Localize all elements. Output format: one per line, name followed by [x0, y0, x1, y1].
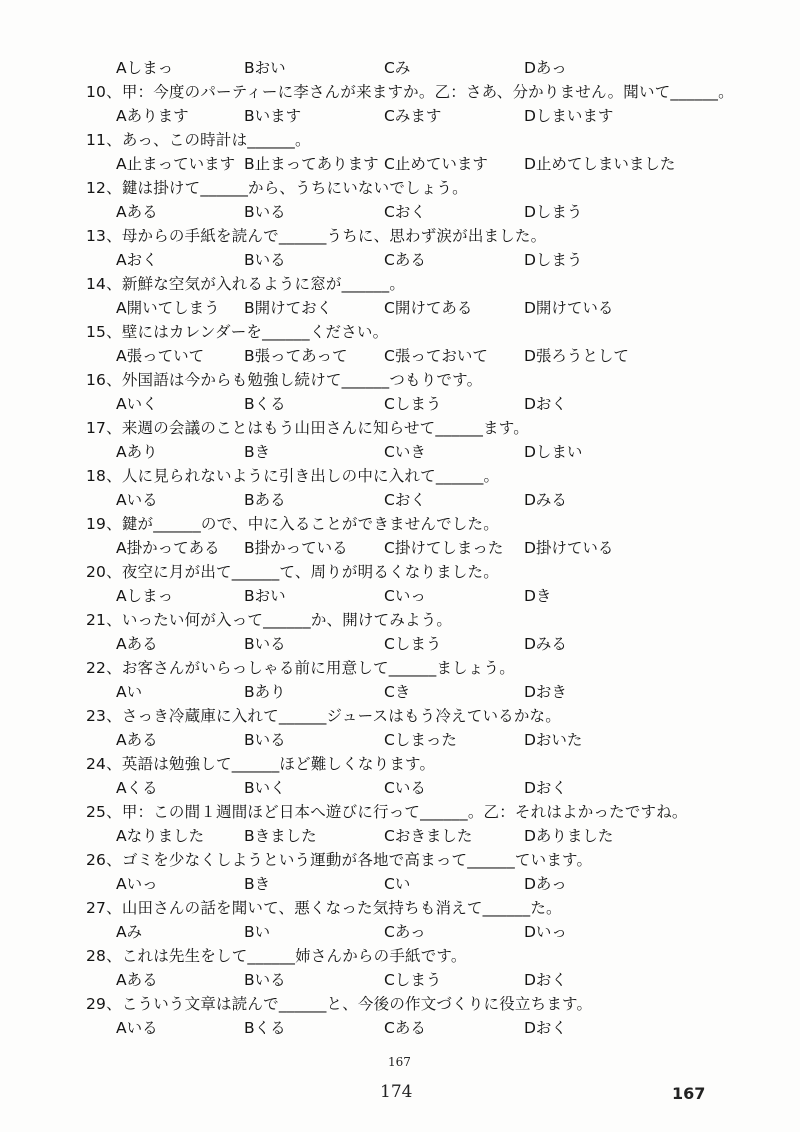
answer-option: Bき — [244, 875, 271, 893]
answer-options — [0, 584, 800, 608]
answer-option: Cおく — [384, 203, 426, 221]
answer-option: Cある — [384, 251, 426, 269]
answer-option: D掛けている — [524, 539, 614, 557]
answer-options — [0, 440, 800, 464]
answer-option: Bおい — [244, 587, 286, 605]
answer-option: Bくる — [244, 1019, 286, 1037]
answer-option: Cいき — [384, 443, 426, 461]
answer-option: Aいく — [116, 395, 158, 413]
answer-option: Bいく — [244, 779, 286, 797]
question-text: 26、ゴミを少なくしようという運動が各地で高まって______ています。 — [86, 851, 593, 869]
answer-option: Bきました — [244, 827, 317, 845]
question-text: 27、山田さんの話を聞いて、悪くなった気持ちも消えて______た。 — [86, 899, 562, 917]
question-text: 13、母からの手紙を読んで______うちに、思わず涙が出ました。 — [86, 227, 547, 245]
question-text: 14、新鮮な空気が入れるように窓が______。 — [86, 275, 406, 293]
answer-option: Dおいた — [524, 731, 583, 749]
question-text: 19、鍵が______ので、中に入ることができませんでした。 — [86, 515, 499, 533]
page-number-middle: 174 — [380, 1082, 413, 1102]
page-number-bold: 167 — [672, 1084, 706, 1103]
answer-option: Cき — [384, 683, 411, 701]
answer-option: Bある — [244, 491, 286, 509]
answer-option: B掛かっている — [244, 539, 348, 557]
answer-option: Bいる — [244, 251, 286, 269]
answer-option: C止めています — [384, 155, 488, 173]
page-number-small: 167 — [388, 1055, 411, 1069]
answer-options — [0, 344, 800, 368]
answer-option: Cいっ — [384, 587, 426, 605]
answer-option: Aしまっ — [116, 59, 174, 77]
answer-options — [0, 968, 800, 992]
answer-option: B開けておく — [244, 299, 333, 317]
answer-option: Dしまう — [524, 251, 583, 269]
answer-option: Dおく — [524, 395, 567, 413]
answer-option: Aあり — [116, 443, 158, 461]
answer-option: Dおき — [524, 683, 567, 701]
answer-option: Aくる — [116, 779, 158, 797]
answer-option: Bい — [244, 923, 271, 941]
answer-option: Cい — [384, 875, 411, 893]
question-list — [0, 56, 800, 1040]
answer-options — [0, 488, 800, 512]
question-text: 18、人に見られないように引き出しの中に入れて______。 — [86, 467, 500, 485]
answer-options — [0, 680, 800, 704]
answer-option: B止まってあります — [244, 155, 379, 173]
answer-options — [0, 296, 800, 320]
answer-option: Cおく — [384, 491, 426, 509]
answer-options — [0, 536, 800, 560]
answer-options — [0, 56, 800, 80]
answer-option: Dありました — [524, 827, 614, 845]
answer-option: Dしまい — [524, 443, 583, 461]
answer-options — [0, 776, 800, 800]
answer-option: Cある — [384, 1019, 426, 1037]
answer-option: D張ろうとして — [524, 347, 629, 365]
question-text: 22、お客さんがいらっしゃる前に用意して______ましょう。 — [86, 659, 515, 677]
answer-option: Cしまう — [384, 635, 442, 653]
answer-option: Cみます — [384, 107, 442, 125]
answer-option: Aおく — [116, 251, 158, 269]
answer-option: Bくる — [244, 395, 286, 413]
question-text: 23、さっき冷蔵庫に入れて______ジュースはもう冷えているかな。 — [86, 707, 561, 725]
answer-options — [0, 248, 800, 272]
answer-option: Bあり — [244, 683, 286, 701]
answer-option: Cあっ — [384, 923, 426, 941]
answer-option: Cしまう — [384, 395, 442, 413]
answer-option: Bいる — [244, 731, 286, 749]
answer-options — [0, 104, 800, 128]
answer-option: Dみる — [524, 635, 567, 653]
answer-option: Aある — [116, 731, 158, 749]
answer-option: C張っておいて — [384, 347, 488, 365]
answer-option: B張ってあって — [244, 347, 348, 365]
answer-option: Bいます — [244, 107, 302, 125]
answer-option: Aある — [116, 635, 158, 653]
answer-option: Bき — [244, 443, 271, 461]
answer-option: Aあります — [116, 107, 189, 125]
answer-option: C開けてある — [384, 299, 473, 317]
answer-option: A張っていて — [116, 347, 205, 365]
answer-options — [0, 632, 800, 656]
question-text: 10、甲：今度のパーティーに李さんが来ますか。乙：さあ、分かりません。聞いて______。 — [86, 83, 734, 101]
answer-options — [0, 728, 800, 752]
question-text: 28、これは先生をして______姉さんからの手紙です。 — [86, 947, 467, 965]
answer-option: Bいる — [244, 971, 286, 989]
answer-options — [0, 824, 800, 848]
answer-option: Dおく — [524, 971, 567, 989]
answer-option: A掛かってある — [116, 539, 220, 557]
question-text: 16、外国語は今からも勉強し続けて______つもりです。 — [86, 371, 483, 389]
answer-option: A開いてしまう — [116, 299, 220, 317]
answer-option: Dみる — [524, 491, 567, 509]
answer-option: A止まっています — [116, 155, 236, 173]
answer-option: Cおきました — [384, 827, 473, 845]
answer-option: D止めてしまいました — [524, 155, 676, 173]
answer-option: Bいる — [244, 203, 286, 221]
answer-option: Cいる — [384, 779, 426, 797]
question-text: 12、鍵は掛けて______から、うちにいないでしょう。 — [86, 179, 468, 197]
answer-option: Bおい — [244, 59, 286, 77]
answer-option: Dあっ — [524, 875, 567, 893]
answer-option: Cしまう — [384, 971, 442, 989]
answer-option: Dおく — [524, 1019, 567, 1037]
answer-option: Dいっ — [524, 923, 567, 941]
answer-option: Aある — [116, 971, 158, 989]
answer-option: Cみ — [384, 59, 411, 77]
answer-option: Aいる — [116, 1019, 158, 1037]
answer-option: Aいる — [116, 491, 158, 509]
question-text: 11、あっ、この時計は______。 — [86, 131, 311, 149]
answer-option: Dあっ — [524, 59, 567, 77]
answer-option: Dき — [524, 587, 552, 605]
answer-option: C掛けてしまった — [384, 539, 504, 557]
question-text: 29、こういう文章は読んで______と、今後の作文づくりに役立ちます。 — [86, 995, 593, 1013]
answer-option: Aいっ — [116, 875, 158, 893]
answer-option: Aある — [116, 203, 158, 221]
question-text: 20、夜空に月が出て______て、周りが明るくなりました。 — [86, 563, 499, 581]
answer-options — [0, 872, 800, 896]
answer-option: Dしまう — [524, 203, 583, 221]
answer-option: Aみ — [116, 923, 143, 941]
answer-option: Aしまっ — [116, 587, 174, 605]
answer-option: Bいる — [244, 635, 286, 653]
answer-options — [0, 920, 800, 944]
answer-options — [0, 152, 800, 176]
question-text: 24、英語は勉強して______ほど難しくなります。 — [86, 755, 436, 773]
answer-option: Dしまいます — [524, 107, 614, 125]
question-text: 17、来週の会議のことはもう山田さんに知らせて______ます。 — [86, 419, 529, 437]
question-text: 25、甲：この間１週間ほど日本へ遊びに行って______。乙：それはよかったですね。 — [86, 803, 688, 821]
answer-options — [0, 1016, 800, 1040]
answer-option: D開けている — [524, 299, 614, 317]
answer-option: Aい — [116, 683, 143, 701]
question-text: 21、いったい何が入って______か、開けてみよう。 — [86, 611, 453, 629]
answer-options — [0, 392, 800, 416]
question-text: 15、壁にはカレンダーを______ください。 — [86, 323, 389, 341]
answer-options — [0, 200, 800, 224]
answer-option: Cしまった — [384, 731, 457, 749]
answer-option: Aなりました — [116, 827, 205, 845]
answer-option: Dおく — [524, 779, 567, 797]
